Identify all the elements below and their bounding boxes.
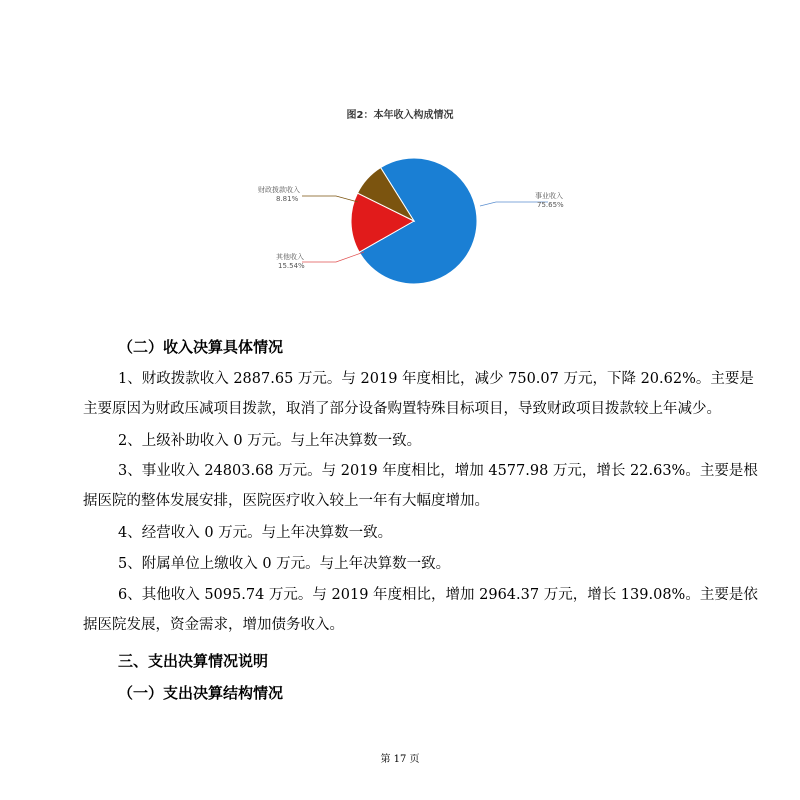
page-number: 第 17 页: [380, 754, 420, 765]
para-item-2: [83, 426, 723, 456]
chart-title: 图2：本年收入构成情况: [346, 110, 454, 121]
para-item-3-line2: 据医院的整体发展安排，医院医疗收入较上一年有大幅度增加。: [83, 493, 489, 509]
para-item-4-line1: 4、经营收入 0 万元。与上年决算数一致。: [118, 525, 393, 541]
sub-heading-expenditure-structure: （一）支出决算结构情况: [118, 684, 284, 702]
label-qita-name: 其他收入: [276, 253, 304, 261]
para-item-1-line2: 主要原因为财政压减项目拨款，取消了部分设备购置特殊目标项目，导致财政项目拨款较上年减少。: [83, 401, 721, 417]
para-item-1-line1: 1、财政拨款收入 2887.65 万元。与 2019 年度相比，减少 750.07 万元，下降 20.62%。主要是: [118, 371, 754, 387]
para-item-1: [83, 364, 754, 424]
para-item-2-line1: 2、上级补助收入 0 万元。与上年决算数一致。: [118, 433, 422, 449]
pie-chart: [0, 0, 800, 330]
label-caizheng-value: 8.81%: [276, 195, 299, 203]
label-caizheng-name: 财政拨款收入: [258, 186, 300, 194]
para-item-6: [83, 580, 758, 640]
leader-line-qita: [302, 252, 364, 262]
section-heading-income-detail: （二）收入决算具体情况: [118, 338, 284, 356]
para-item-6-line2: 据医院发展，资金需求，增加债务收入。: [83, 617, 344, 633]
label-qita-value: 15.54%: [278, 262, 305, 270]
section-heading-expenditure: 三、支出决算情况说明: [118, 652, 269, 670]
para-item-4: [83, 518, 723, 548]
label-shiye-value: 75.65%: [537, 201, 564, 209]
label-shiye-name: 事业收入: [535, 192, 563, 200]
para-item-3: [83, 456, 758, 516]
para-item-6-line1: 6、其他收入 5095.74 万元。与 2019 年度相比，增加 2964.37 万元，增长 139.08%。主要是依: [118, 587, 758, 603]
para-item-3-line1: 3、事业收入 24803.68 万元。与 2019 年度相比，增加 4577.98 万元，增长 22.63%。主要是根: [118, 463, 758, 479]
para-item-5-line1: 5、附属单位上缴收入 0 万元。与上年决算数一致。: [118, 556, 451, 572]
para-item-5: [83, 549, 723, 579]
leader-line-caizheng: [302, 196, 358, 202]
